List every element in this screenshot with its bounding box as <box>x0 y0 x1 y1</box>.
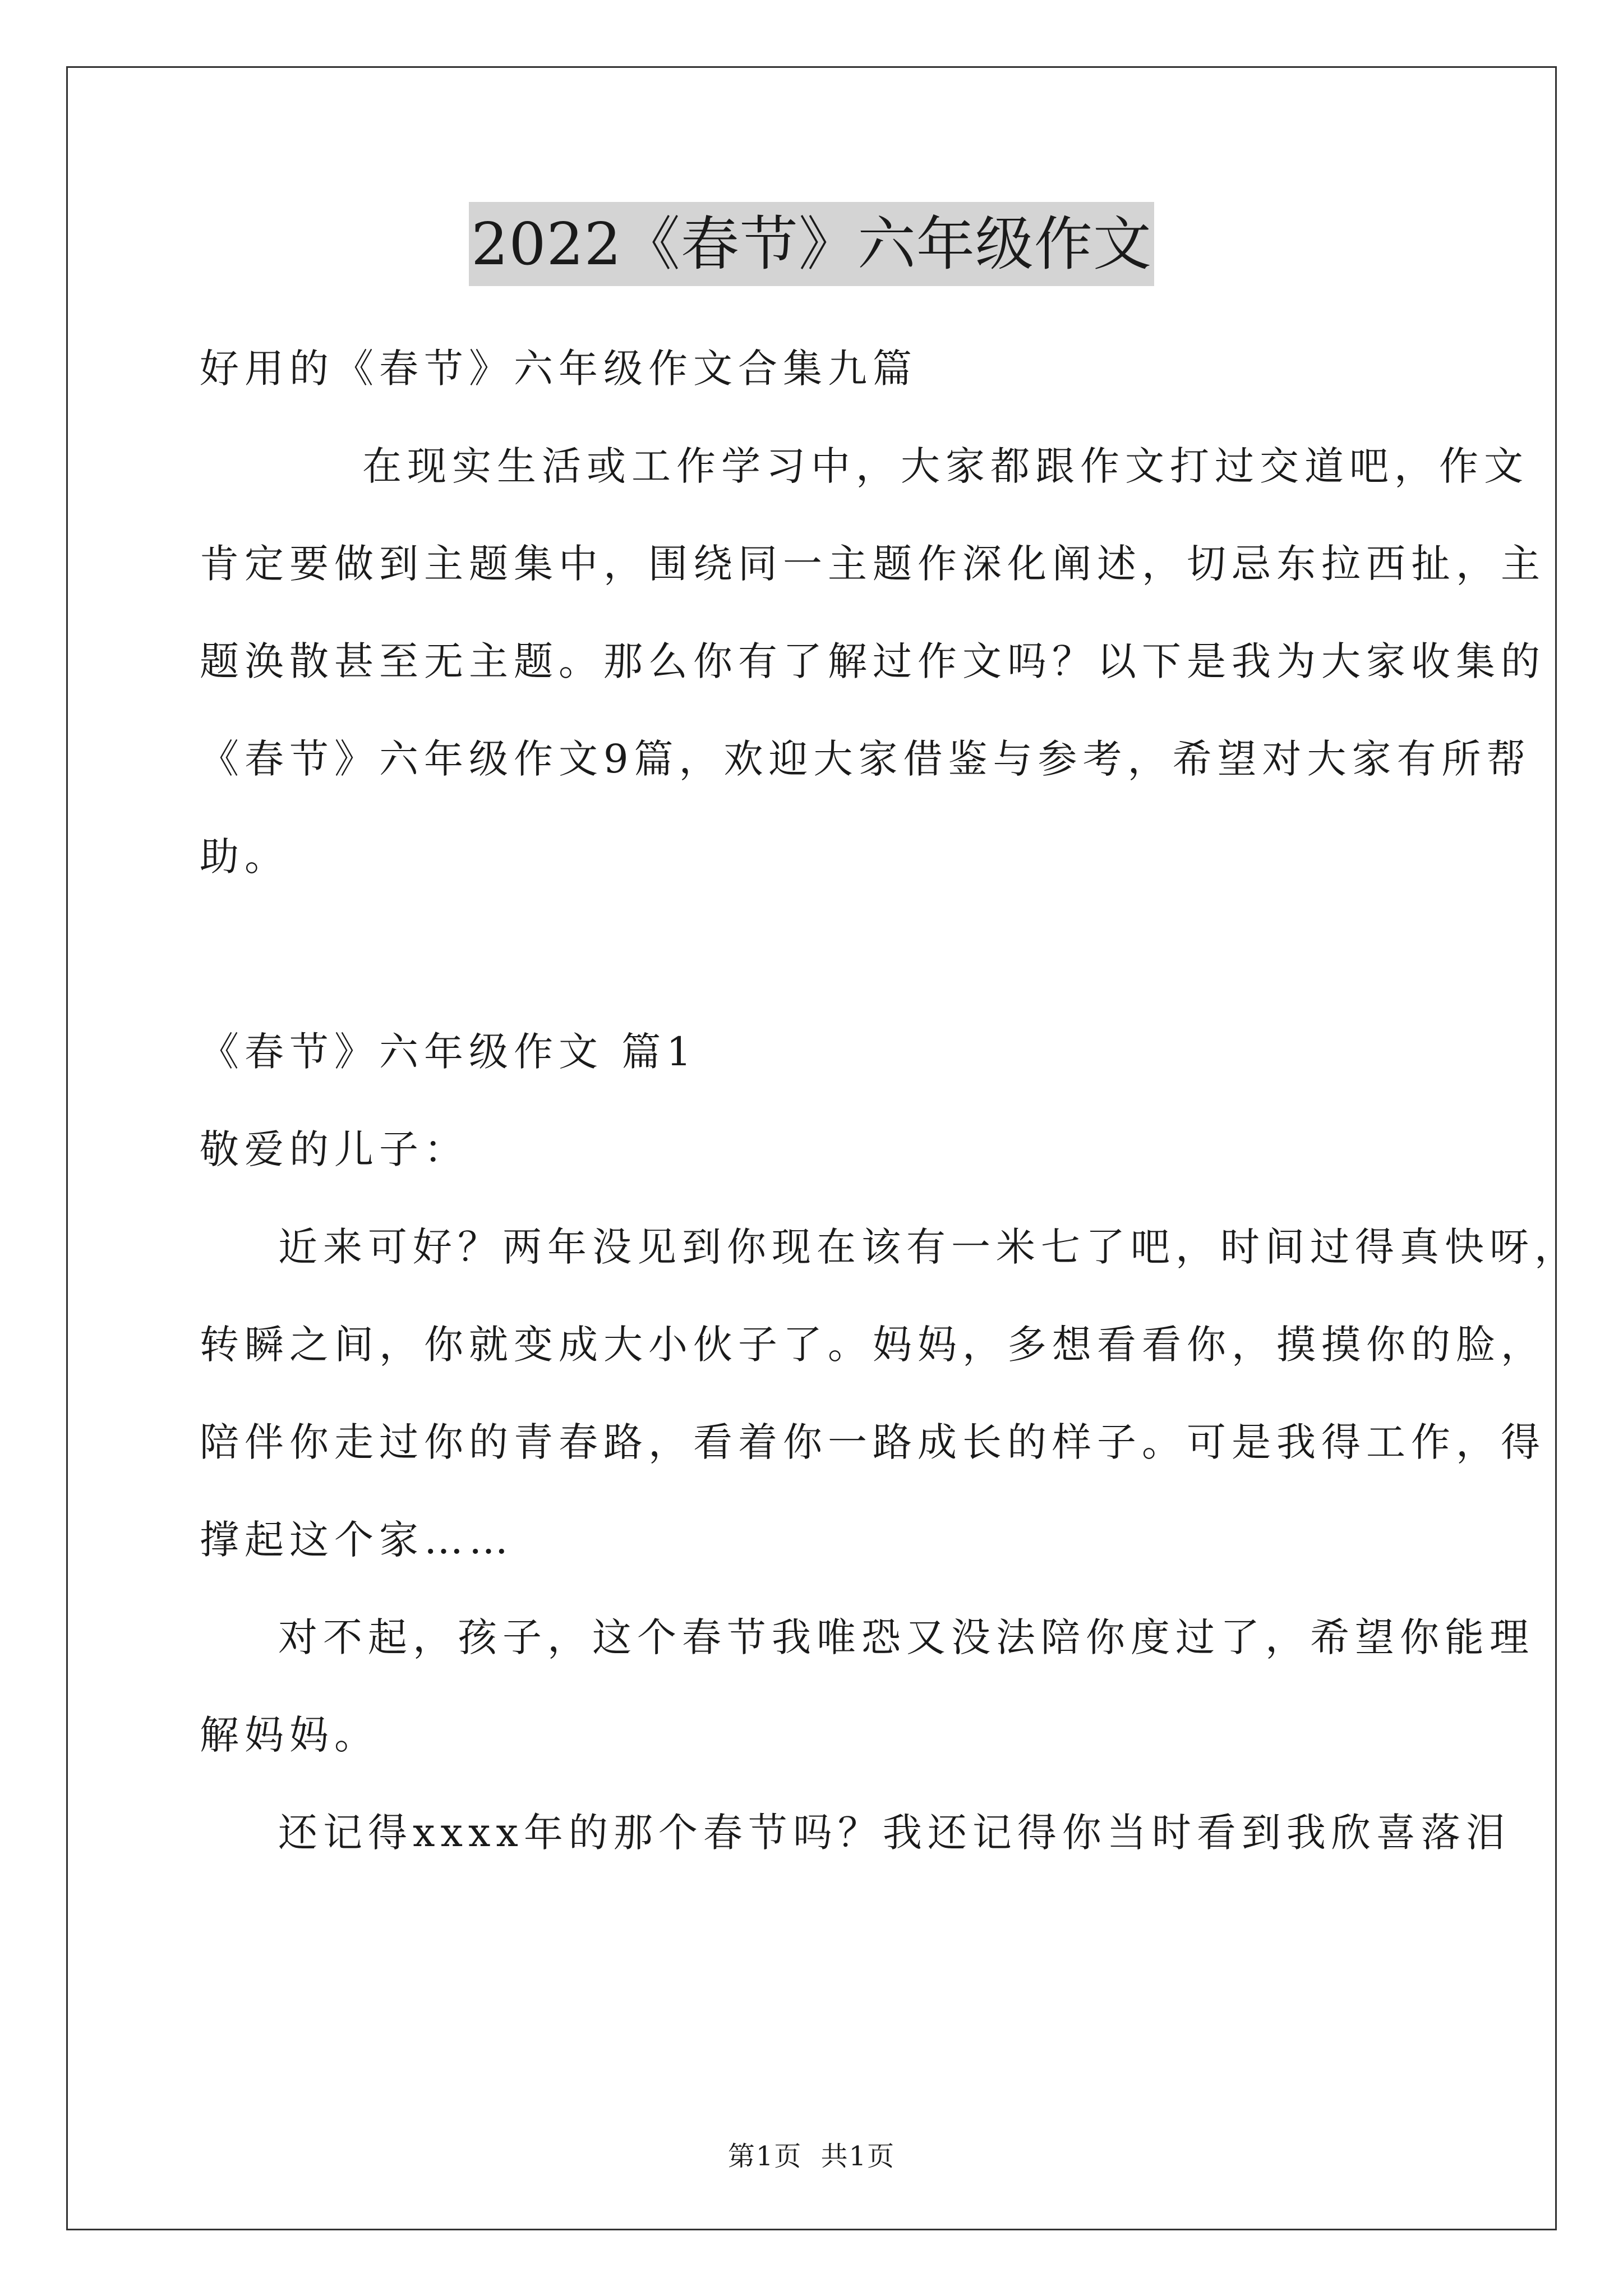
paragraph-line: 解妈妈。 <box>200 1712 379 1758</box>
blank-gap <box>200 905 1461 1003</box>
paragraph-line: 在现实生活或工作学习中，大家都跟作文打过交道吧，作文 <box>362 443 1529 489</box>
paragraph-line: 近来可好？两年没见到你现在该有一米七了吧，时间过得真快呀， <box>278 1224 1579 1270</box>
page-footer <box>0 2134 1623 2173</box>
paragraph-line: 《春节》六年级作文9篇，欢迎大家借鉴与参考，希望对大家有所帮 <box>200 736 1532 782</box>
document-title: 2022《春节》六年级作文 <box>469 202 1154 286</box>
paragraph-line: 陪伴你走过你的青春路，看着你一路成长的样子。可是我得工作，得 <box>200 1419 1546 1465</box>
document-body <box>200 320 1579 1881</box>
section-heading: 《春节》六年级作文 篇1 <box>200 1029 697 1075</box>
subtitle-line: 好用的《春节》六年级作文合集九篇 <box>200 346 917 392</box>
page-number-total: 共1页 <box>820 2141 896 2172</box>
paragraph-line: 转瞬之间，你就变成大小伙子了。妈妈，多想看看你，摸摸你的脸， <box>200 1322 1546 1368</box>
paragraph-line: 撑起这个家…… <box>200 1517 514 1563</box>
paragraph-line: 题涣散甚至无主题。那么你有了解过作文吗？以下是我为大家收集的 <box>200 638 1546 684</box>
page-number-current: 第1页 <box>727 2141 803 2172</box>
title-container <box>0 202 1623 286</box>
paragraph-line: 对不起，孩子，这个春节我唯恐又没法陪你度过了，希望你能理 <box>278 1614 1534 1660</box>
paragraph-line: 助。 <box>200 834 289 880</box>
paragraph-line: 还记得xxxx年的那个春节吗？我还记得你当时看到我欣喜落泪 <box>278 1810 1511 1856</box>
paragraph-line: 肯定要做到主题集中，围绕同一主题作深化阐述，切忌东拉西扯，主 <box>200 541 1546 587</box>
salutation-line: 敬爱的儿子： <box>200 1126 469 1172</box>
